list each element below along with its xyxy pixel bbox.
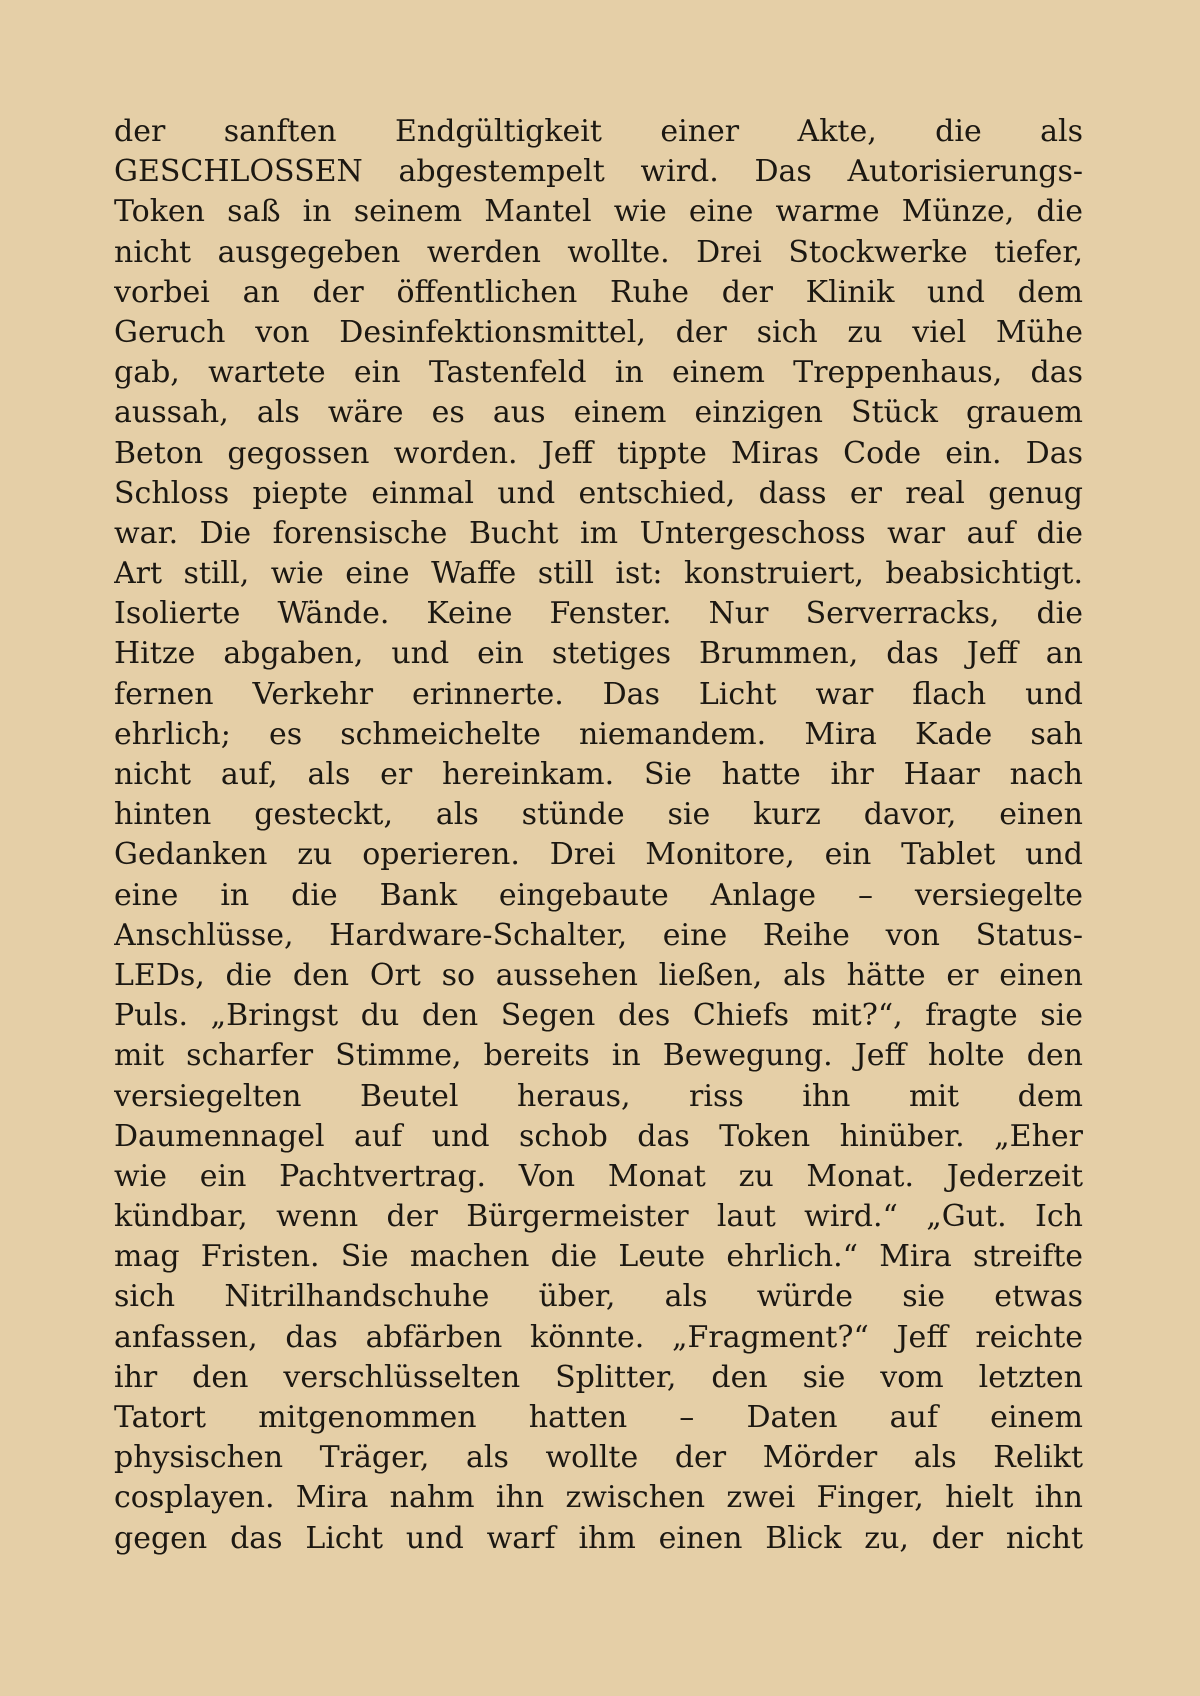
text-line: eine in die Bank eingebaute Anlage – versiegelte	[114, 877, 1083, 913]
text-line: gegen das Licht und warf ihm einen Blick zu, der nicht	[114, 1520, 1083, 1556]
text-line: Hitze abgaben, und ein stetiges Brummen, das Jeff an	[114, 636, 1083, 672]
text-line: Isolierte Wände. Keine Fenster. Nur Serverracks, die	[114, 596, 1083, 632]
text-line: Beton gegossen worden. Jeff tippte Miras Code ein. Das	[114, 435, 1083, 471]
text-line: war. Die forensische Bucht im Untergeschoss war auf die	[114, 515, 1083, 551]
text-line: aussah, als wäre es aus einem einzigen Stück grauem	[114, 395, 1083, 431]
text-line: vorbei an der öffentlichen Ruhe der Klinik und dem	[114, 274, 1083, 310]
text-line: Anschlüsse, Hardware-Schalter, eine Reihe von Status-	[114, 917, 1083, 953]
text-line: nicht ausgegeben werden wollte. Drei Stockwerke tiefer,	[114, 234, 1083, 270]
text-line: mag Fristen. Sie machen die Leute ehrlich.“ Mira streifte	[114, 1239, 1083, 1275]
text-line: nicht auf, als er hereinkam. Sie hatte ihr Haar nach	[114, 757, 1083, 792]
text-line: anfassen, das abfärben könnte. „Fragment?“ Jeff reichte	[114, 1319, 1083, 1355]
text-line: Tatort mitgenommen hatten – Daten auf einem	[114, 1400, 1083, 1435]
text-line: mit scharfer Stimme, bereits in Bewegung. Jeff holte den	[114, 1038, 1083, 1074]
text-line: wie ein Pachtvertrag. Von Monat zu Monat. Jederzeit	[114, 1158, 1083, 1194]
text-line: GESCHLOSSEN abgestempelt wird. Das Autorisierungs-	[114, 154, 1083, 190]
text-line: Geruch von Desinfektionsmittel, der sich zu viel Mühe	[114, 314, 1083, 350]
text-line: kündbar, wenn der Bürgermeister laut wird.“ „Gut. Ich	[114, 1199, 1083, 1235]
text-line: Schloss piepte einmal und entschied, dass er real genug	[114, 475, 1083, 511]
text-line: Token saß in seinem Mantel wie eine warme Münze, die	[114, 194, 1083, 230]
text-line: Gedanken zu operieren. Drei Monitore, ein Tablet und	[114, 837, 1083, 873]
text-line: cosplayen. Mira nahm ihn zwischen zwei Finger, hielt ihn	[114, 1480, 1083, 1516]
text-line: versiegelten Beutel heraus, riss ihn mit dem	[114, 1078, 1083, 1114]
text-line: ihr den verschlüsselten Splitter, den sie vom letzten	[114, 1359, 1083, 1395]
text-line: der sanften Endgültigkeit einer Akte, die als	[114, 114, 1083, 149]
text-line: gab, wartete ein Tastenfeld in einem Treppenhaus, das	[114, 355, 1083, 391]
text-line: Art still, wie eine Waffe still ist: konstruiert, beabsichtigt.	[114, 556, 1083, 592]
text-line: Daumennagel auf und schob das Token hinüber. „Eher	[114, 1118, 1083, 1154]
text-line: LEDs, die den Ort so aussehen ließen, als hätte er einen	[114, 957, 1083, 993]
text-line: Puls. „Bringst du den Segen des Chiefs mit?“, fragte sie	[114, 998, 1083, 1034]
page-text	[114, 112, 1083, 1559]
text-line: ehrlich; es schmeichelte niemandem. Mira Kade sah	[114, 716, 1083, 752]
text-line: physischen Träger, als wollte der Mörder als Relikt	[114, 1440, 1083, 1476]
text-line: hinten gesteckt, als stünde sie kurz davor, einen	[114, 797, 1083, 833]
text-line: sich Nitrilhandschuhe über, als würde sie etwas	[114, 1279, 1083, 1315]
text-line: fernen Verkehr erinnerte. Das Licht war flach und	[114, 676, 1083, 712]
